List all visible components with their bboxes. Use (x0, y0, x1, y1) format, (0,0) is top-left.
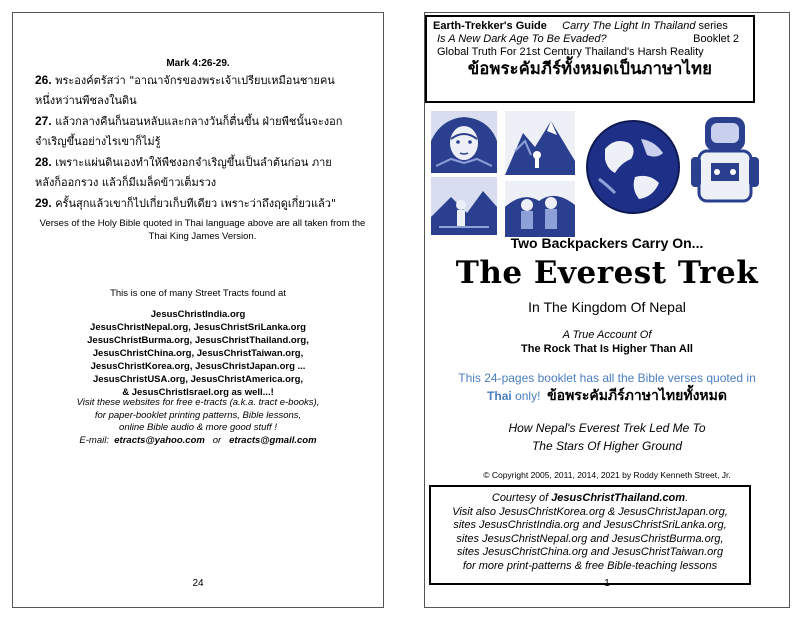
portrait-girl-image (431, 111, 497, 173)
subtitle: In The Kingdom Of Nepal (528, 299, 686, 315)
verse-line: 26. พระองค์ตรัสว่า "อาณาจักรของพระเจ้าเปรียบเหมือนชายคน (35, 73, 335, 87)
courtesy-line: sites JesusChristNepal.org and JesusChristBurma.org, (456, 532, 724, 545)
verse-list (35, 70, 375, 214)
site-line[interactable]: JesusChristIndia.org (150, 309, 246, 320)
site-line[interactable]: JesusChristNepal.org, JesusChristSriLanka.org (90, 322, 306, 333)
main-title: The Everest Trek (455, 255, 759, 291)
courtesy-label: Courtesy of (491, 492, 549, 504)
page-number: 1 (604, 578, 610, 589)
page-number: 24 (192, 578, 204, 589)
how-line: How Nepal's Everest Trek Led Me To (508, 421, 706, 435)
visit-line: online Bible audio & more good stuff ! (119, 422, 277, 433)
courtesy-line: Courtesy of JesusChristThailand.com. (491, 492, 689, 504)
verse-line: 28. เพราะแผ่นดินเองทำให้พืชงอกจำเริญขึ้นเป็นลำต้นก่อน ภาย (35, 155, 332, 169)
verse-line: 29. ครั้นสุกแล้วเขาก็ไปเกี่ยวเก็บทีเดียว เพราะว่าถึงฤดูเกี่ยวแล้ว" (35, 196, 337, 210)
verse-line: หลังก็ออกรวง แล้วก็มีเมล็ดข้าวเต็มรวง (35, 176, 217, 189)
site-line[interactable]: JesusChristKorea.org, JesusChristJapan.org ... (90, 361, 306, 372)
visit-line: for paper-booklet printing patterns, Bible lessons, (94, 409, 302, 421)
verse-line: หนึ่งหว่านพืชลงในดิน (35, 94, 137, 107)
thai-all-verses: ข้อพระคัมภีร์ภาษาไทยทั้งหมด (547, 388, 727, 404)
header-box (425, 15, 755, 103)
courtesy-site-link[interactable]: JesusChristThailand.com (551, 492, 686, 504)
left-page (12, 12, 384, 608)
booklet-number: Booklet 2 (693, 33, 739, 45)
translation-note: Verses of the Holy Bible quoted in Thai language above are all taken from the Thai King James Version. (39, 218, 366, 242)
courtesy-box (429, 485, 751, 585)
header-row-1 (433, 20, 747, 33)
kicker-text: Two Backpackers Carry On... (510, 235, 704, 251)
question-text: Is A New Dark Age To Be Evaded? (437, 33, 607, 45)
courtesy-line: sites JesusChristIndia.org and JesusChristSriLanka.org, (453, 519, 727, 531)
booklet-line: This 24-pages booklet has all the Bible verses quoted in (458, 371, 756, 385)
header-row-3: Global Truth For 21st Century Thailand's Harsh Reality (437, 46, 704, 58)
verse-line: จำเริญขึ้นอย่างไรเขาก็ไม่รู้ (35, 135, 161, 148)
site-line[interactable]: JesusChristBurma.org, JesusChristThailand.org, (87, 335, 309, 346)
booklet-info (425, 369, 789, 405)
rock-line: The Rock That Is Higher Than All (521, 343, 693, 355)
booklet-line-2 (425, 387, 789, 405)
astronaut-image (691, 111, 761, 211)
site-line[interactable]: JesusChristUSA.org, JesusChristAmerica.org, (92, 374, 304, 385)
guide-title: Earth-Trekker's Guide (433, 20, 547, 32)
series-label: series (698, 20, 728, 32)
thai-title: ข้อพระคัมภีร์ทั้งหมดเป็นภาษาไทย (467, 59, 713, 78)
mountain-climber-image (505, 111, 575, 175)
email-link-yahoo[interactable]: etracts@yahoo.com (114, 434, 205, 446)
thai-word: Thai (487, 389, 512, 403)
site-line[interactable]: & JesusChristIsrael.org as well...! (122, 387, 274, 398)
email-link-gmail[interactable]: etracts@gmail.com (229, 434, 317, 446)
visit-line: Visit these websites for free e-tracts (a.k.a. tract e-books), (76, 397, 320, 408)
email-or: or (212, 434, 222, 446)
courtesy-line: Visit also JesusChristKorea.org & JesusChristJapan.org, (452, 505, 728, 518)
courtesy-line: sites JesusChristChina.org and JesusChristTaiwan.org (456, 546, 724, 558)
camp-hiker-image (431, 177, 497, 235)
courtesy-line: for more print-patterns & free Bible-teaching lessons (462, 559, 718, 572)
earth-globe-image (585, 119, 681, 215)
copyright: © Copyright 2005, 2011, 2014, 2021 by Roddy Kenneth Street, Jr. (483, 470, 731, 480)
site-line[interactable]: JesusChristChina.org, JesusChristTaiwan.org, (92, 348, 304, 359)
series-name: Carry The Light In Thailand (562, 20, 696, 32)
trekkers-group-image (505, 181, 575, 237)
email-line (13, 435, 383, 448)
right-page (424, 12, 790, 608)
stars-line: The Stars Of Higher Ground (531, 439, 683, 453)
email-label: E-mail: (79, 434, 109, 446)
site-list (13, 308, 383, 399)
tract-intro: This is one of many Street Tracts found at (110, 288, 286, 299)
true-account: A True Account Of (562, 329, 652, 341)
visit-info (13, 397, 383, 447)
only-word: only! (515, 389, 541, 403)
scripture-reference: Mark 4:26-29. (166, 58, 230, 69)
header-row-2 (433, 33, 747, 46)
verse-line: 27. แล้วกลางคืนก็นอนหลับและกลางวันก็ตื่นขึ้น ฝ่ายพืชนั้นจะงอก (35, 114, 343, 128)
